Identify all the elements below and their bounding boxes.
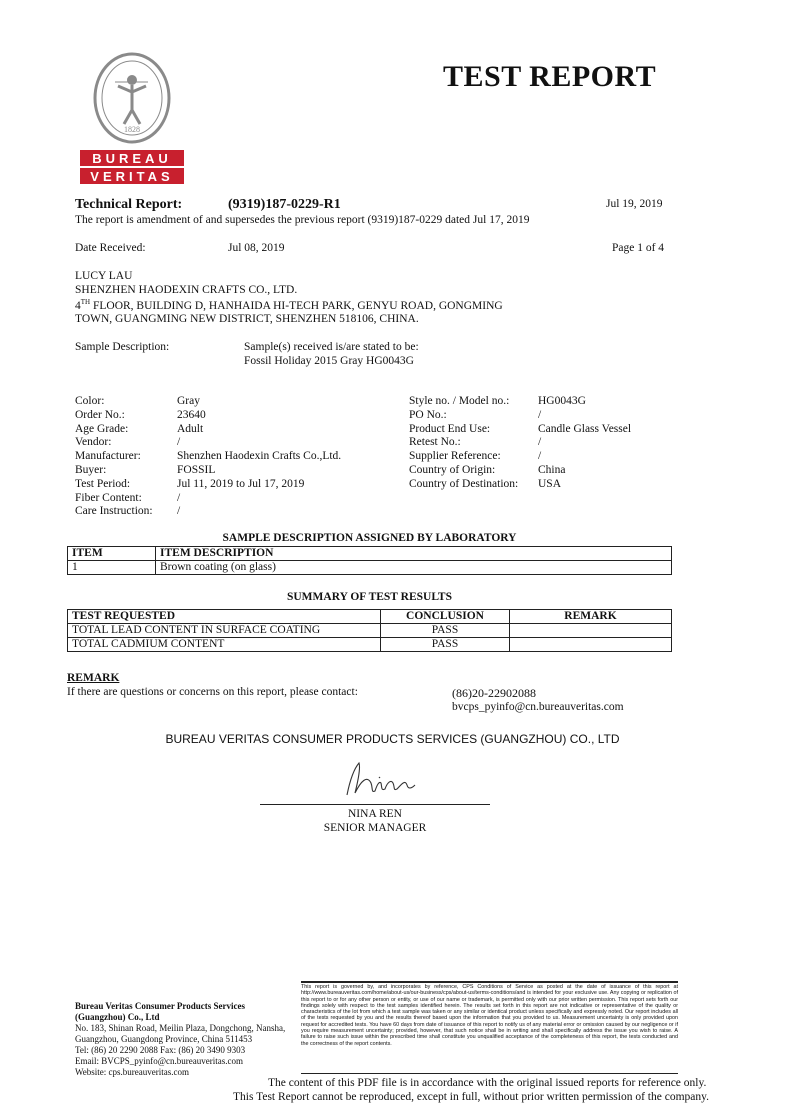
sample-table-title: SAMPLE DESCRIPTION ASSIGNED BY LABORATORY [222, 532, 517, 544]
detail-label: Test Period: [75, 477, 131, 490]
summary-table [67, 609, 672, 652]
client-company: SHENZHEN HAODEXIN CRAFTS CO., LTD. [75, 284, 298, 296]
detail-label: Fiber Content: [75, 491, 142, 504]
summary-remark [510, 638, 672, 652]
legal-disclaimer: This report is governed by, and incorporates by reference, CPS Conditions of Service as posted at the date of issuance of this report at http://www.bureauveritas.com/home/about-us/our-business/cps/about-us/terms-conditions/and is intended for your exclusive use. Any copying or replication of this report to or for any other person or entity, or use of our name or trademark, is permitted only with our prior written permission. This report sets forth our findings solely with respect to the test samples identified herein. The results set forth in this report are not indicative or representative of the quality or characteristics of the lot from which a test sample was taken or any similar or identical product unless specifically and expressly noted. Our report includes all of the tests requested by you and the results thereof based upon the information that you provided to us. Measurement uncertainty is only provided upon request for accredited tests. You have 60 days from date of issuance of this report to notify us of any material error or omission caused by our negligence or if you require measurement uncertainty; provided, however, that such notice shall be in writing and shall specifically address the issue you wish to raise. A failure to raise such issue within the prescribed time shall constitute you unqualified acceptance of the completeness of this report, the tests conducted and the correctness of the report contents. [301, 981, 678, 1047]
footer-address-line1: No. 183, Shinan Road, Meilin Plaza, Dongchong, Nansha, [75, 1023, 286, 1033]
footer-company-line2: (Guangzhou) Co., Ltd [75, 1012, 160, 1022]
handwritten-signature [335, 755, 435, 800]
sample-table-header-description: ITEM DESCRIPTION [156, 547, 672, 561]
detail-value: / [177, 436, 181, 449]
footer-company-line1: Bureau Veritas Consumer Products Services [75, 1001, 245, 1011]
detail-label: Supplier Reference: [409, 450, 501, 463]
detail-label: PO No.: [409, 408, 447, 421]
sample-description-line1: Sample(s) received is/are stated to be: [244, 341, 419, 353]
sample-item-number: 1 [68, 561, 156, 575]
detail-label: Manufacturer: [75, 450, 141, 463]
summary-header-test: TEST REQUESTED [68, 610, 381, 624]
footer-address-line3: Tel: (86) 20 2290 2088 Fax: (86) 20 3490 9303 [75, 1045, 246, 1055]
summary-test-name: TOTAL LEAD CONTENT IN SURFACE COATING [68, 624, 381, 638]
page-title: TEST REPORT [443, 60, 657, 93]
address-rest: FLOOR, BUILDING D, HANHAIDA HI-TECH PARK, GENYU ROAD, GONGMING [90, 299, 503, 312]
signature-line [260, 804, 490, 805]
disclaimer-divider [301, 1073, 678, 1074]
detail-value: 23640 [177, 408, 206, 421]
signer-title: SENIOR MANAGER [323, 822, 427, 834]
footer-address-line4: Email: BVCPS_pyinfo@cn.bureauveritas.com [75, 1056, 244, 1066]
table-row [68, 561, 672, 575]
signer-name: NINA REN [348, 808, 402, 820]
detail-value: / [538, 450, 542, 463]
company-line: BUREAU VERITAS CONSUMER PRODUCTS SERVICES (GUANGZHOU) CO., LTD [165, 732, 620, 746]
detail-value: Adult [177, 422, 204, 435]
detail-label: Country of Origin: [409, 464, 496, 476]
amendment-note: The report is amendment of and supersedes the previous report (9319)187-0229 dated Jul 17, 2019 [75, 214, 530, 226]
report-number: (9319)187-0229-R1 [228, 197, 341, 212]
detail-value: / [177, 491, 181, 504]
detail-label: Care Instruction: [75, 505, 153, 518]
logo-band-veritas: VERITAS [90, 169, 174, 184]
client-address-line2: TOWN, GUANGMING NEW DISTRICT, SHENZHEN 518106, CHINA. [75, 313, 419, 325]
detail-value: HG0043G [538, 395, 586, 407]
detail-value: FOSSIL [177, 464, 216, 476]
remark-heading: REMARK [67, 672, 120, 684]
summary-remark [510, 624, 672, 638]
sample-table-header-item: ITEM [68, 547, 156, 561]
table-row [68, 624, 672, 638]
detail-value: / [538, 408, 542, 421]
detail-value: Candle Glass Vessel [538, 422, 632, 435]
detail-label: Product End Use: [409, 422, 491, 435]
remark-text: If there are questions or concerns on this report, please contact: [67, 686, 358, 698]
summary-conclusion: PASS [381, 624, 510, 638]
detail-label: Style no. / Model no.: [409, 395, 510, 407]
table-row [68, 638, 672, 652]
detail-label: Age Grade: [75, 422, 129, 435]
detail-value: Gray [177, 395, 200, 407]
summary-header-conclusion: CONCLUSION [381, 610, 510, 624]
date-received-label: Date Received: [75, 242, 146, 254]
detail-label: Order No.: [75, 408, 125, 421]
sample-item-description: Brown coating (on glass) [156, 561, 672, 575]
detail-value: / [177, 505, 181, 518]
detail-label: Retest No.: [409, 436, 461, 449]
summary-test-name: TOTAL CADMIUM CONTENT [68, 638, 381, 652]
floor-suffix: TH [80, 298, 91, 306]
summary-conclusion: PASS [381, 638, 510, 652]
client-name: LUCY LAU [75, 270, 133, 282]
logo-band-bureau: BUREAU [92, 151, 172, 166]
bureau-veritas-logo [78, 52, 186, 187]
footer-note-line2: This Test Report cannot be reproduced, except in full, without prior written permission of the company. [233, 1091, 710, 1103]
detail-value: / [538, 436, 542, 449]
report-date: Jul 19, 2019 [606, 198, 663, 210]
contact-phone: (86)20-22902088 [452, 686, 536, 700]
detail-label: Vendor: [75, 436, 112, 449]
floor-number: 4 [75, 299, 81, 312]
logo-seal-icon [78, 52, 186, 187]
svg-text:1828: 1828 [124, 125, 140, 134]
sample-description-line2: Fossil Holiday 2015 Gray HG0043G [244, 355, 414, 367]
technical-report-label: Technical Report: [75, 197, 183, 212]
detail-label: Buyer: [75, 464, 107, 476]
detail-value: USA [538, 477, 562, 490]
contact-email: bvcps_pyinfo@cn.bureauveritas.com [452, 701, 624, 713]
date-received-value: Jul 08, 2019 [228, 242, 285, 254]
page-indicator: Page 1 of 4 [612, 242, 665, 254]
sample-description-label: Sample Description: [75, 341, 170, 353]
detail-label: Country of Destination: [409, 477, 519, 490]
footer-note-line1: The content of this PDF file is in accordance with the original issued reports for reference only. [268, 1077, 707, 1089]
sample-table [67, 546, 672, 575]
footer-address-line2: Guangzhou, Guangdong Province, China 511453 [75, 1034, 253, 1044]
detail-label: Color: [75, 395, 105, 407]
summary-table-title: SUMMARY OF TEST RESULTS [286, 591, 452, 603]
client-address-line1 [75, 298, 503, 312]
footer-address-line5: Website: cps.bureauveritas.com [75, 1067, 189, 1077]
summary-header-remark: REMARK [510, 610, 672, 624]
detail-value: Jul 11, 2019 to Jul 17, 2019 [177, 477, 305, 490]
detail-value: Shenzhen Haodexin Crafts Co.,Ltd. [177, 450, 342, 463]
detail-value: China [538, 464, 566, 476]
